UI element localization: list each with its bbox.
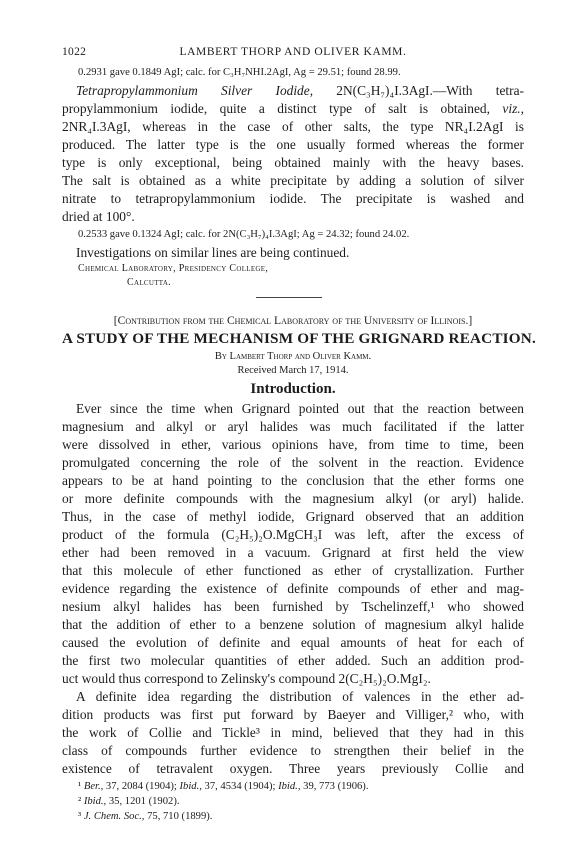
compound-formula: 2N(C₃H₇)₄I.3AgI.—With tetra- (336, 83, 524, 98)
lab-address: Chemical Laboratory, Presidency College, (78, 263, 269, 274)
text-line: The salt is obtained as a white precipitate by adding a solution of silver (62, 173, 524, 188)
body-line: dition products was first put forward by Baeyer and Villiger,² who, with (62, 707, 524, 722)
footnote-text: 37, 2084 (1904); (105, 781, 177, 792)
text-line: 2NR₄I.3AgI, whereas in the case of other salts, the type NR₄I.2AgI is (62, 119, 524, 134)
footnote-text: 75, 710 (1899). (147, 811, 213, 822)
body-line: were dissolved in ether, various opinions have, from time to time, been (62, 437, 524, 452)
body-line: ether had been removed in a vacuum. Grignard at first held the view (62, 545, 524, 560)
body-line: caused the evolution of definite and equal amounts of heat for each of (62, 635, 524, 650)
footnote-3 (78, 810, 540, 824)
text-line: produced. The latter type is the one usually formed whereas the former (62, 137, 524, 152)
footnote-text: 37, 4534 (1904); (204, 781, 276, 792)
body-line: that the addition of ether to a benzene solution of magnesium alkyl halide (62, 617, 524, 632)
text-line: nitrate to tetrapropylammonium iodide. The precipitate is washed and (62, 191, 524, 206)
footnote-mark: ³ (78, 811, 82, 822)
footnote-2 (78, 795, 540, 809)
footnote-mark: ¹ (78, 781, 82, 792)
viz-abbrev: viz., (502, 101, 524, 116)
body-line: product of the formula (C₂H₅)₂O.MgCH₃I was left, after the excess of (62, 527, 524, 542)
text-line: type is only exceptional, being obtained mainly with the heavy bases. (62, 155, 524, 170)
footnote-text: 39, 773 (1906). (303, 781, 369, 792)
analysis-line: 0.2533 gave 0.1324 AgI; calc. for 2N(C₃H₇)₄I.3AgI; Ag = 24.32; found 24.02. (78, 229, 410, 240)
compound-heading-line (76, 82, 524, 100)
text-line (62, 100, 524, 118)
body-line: the work of Collie and Tickle³ in mind, believed that they had in this (62, 725, 524, 740)
section-heading: Introduction. (250, 381, 336, 397)
city-line: Calcutta. (127, 277, 171, 288)
compound-name: Tetrapropylammonium Silver Iodide, (76, 83, 314, 98)
footnote-journal: J. Chem. Soc., (83, 811, 145, 822)
body-line: evidence regarding the existence of definite compounds of ether and mag- (62, 581, 524, 596)
footnote-journal: Ibid., (179, 781, 202, 792)
analysis-line: 0.2931 gave 0.1849 AgI; calc. for C₃H₇NHI.2AgI, Ag = 29.51; found 28.99. (78, 67, 401, 78)
text-line: dried at 100°. (62, 209, 135, 224)
body-line: the first two molecular quantities of ether added. Such an addition prod- (62, 653, 524, 668)
contribution-line: [Contribution from the Chemical Laboratory of the University of Illinois.] (113, 314, 473, 327)
byline: By Lambert Thorp and Oliver Kamm. (214, 351, 372, 362)
footnote-mark: ² (78, 796, 82, 807)
body-line: A definite idea regarding the distribution of valences in the ether ad- (76, 689, 524, 704)
text-span: propylammonium iodide, quite a distinct type of salt is obtained, (62, 101, 490, 116)
body-line: promulgated concerning the role of the solvent in the reaction. Evidence (62, 455, 524, 470)
running-title: LAMBERT THORP AND OLIVER KAMM. (179, 46, 407, 58)
section-divider (256, 297, 322, 298)
body-line: class of compounds further evidence to strengthen their belief in the (62, 743, 524, 758)
body-line: uct would thus correspond to Zelinsky's compound 2(C₂H₅)₂O.MgI₂. (62, 671, 431, 686)
body-line: appears to be at hand pointing to the conclusion that the ether forms one (62, 473, 524, 488)
footnote-journal: Ibid., (83, 796, 107, 807)
footnote-journal: Ber., (83, 781, 104, 792)
body-line: existence of tetravalent oxygen. Three years previously Collie and (62, 761, 524, 776)
body-line: nesium alkyl halides has been furnished by Tschelinzeff,¹ who showed (62, 599, 524, 614)
body-line: or more definite compounds with the magnesium alkyl (or aryl) halide. (62, 491, 524, 506)
article-title: A STUDY OF THE MECHANISM OF THE GRIGNARD REACTION. (62, 330, 536, 347)
body-line: Thus, in the case of methyl iodide, Grignard observed that an addition (62, 509, 524, 524)
text-line: Investigations on similar lines are being continued. (76, 245, 350, 260)
footnote-journal: Ibid., (278, 781, 301, 792)
received-date: Received March 17, 1914. (237, 365, 349, 376)
page-number: 1022 (62, 46, 87, 58)
footnote-1 (78, 780, 540, 794)
body-line: Ever since the time when Grignard pointed out that the reaction between (76, 401, 524, 416)
body-line: that this molecule of ether functioned as ether of crystallization. Further (62, 563, 524, 578)
footnote-text: 35, 1201 (1902). (108, 796, 180, 807)
body-line: magnesium and alkyl or aryl halides was much facilitated if the latter (62, 419, 524, 434)
